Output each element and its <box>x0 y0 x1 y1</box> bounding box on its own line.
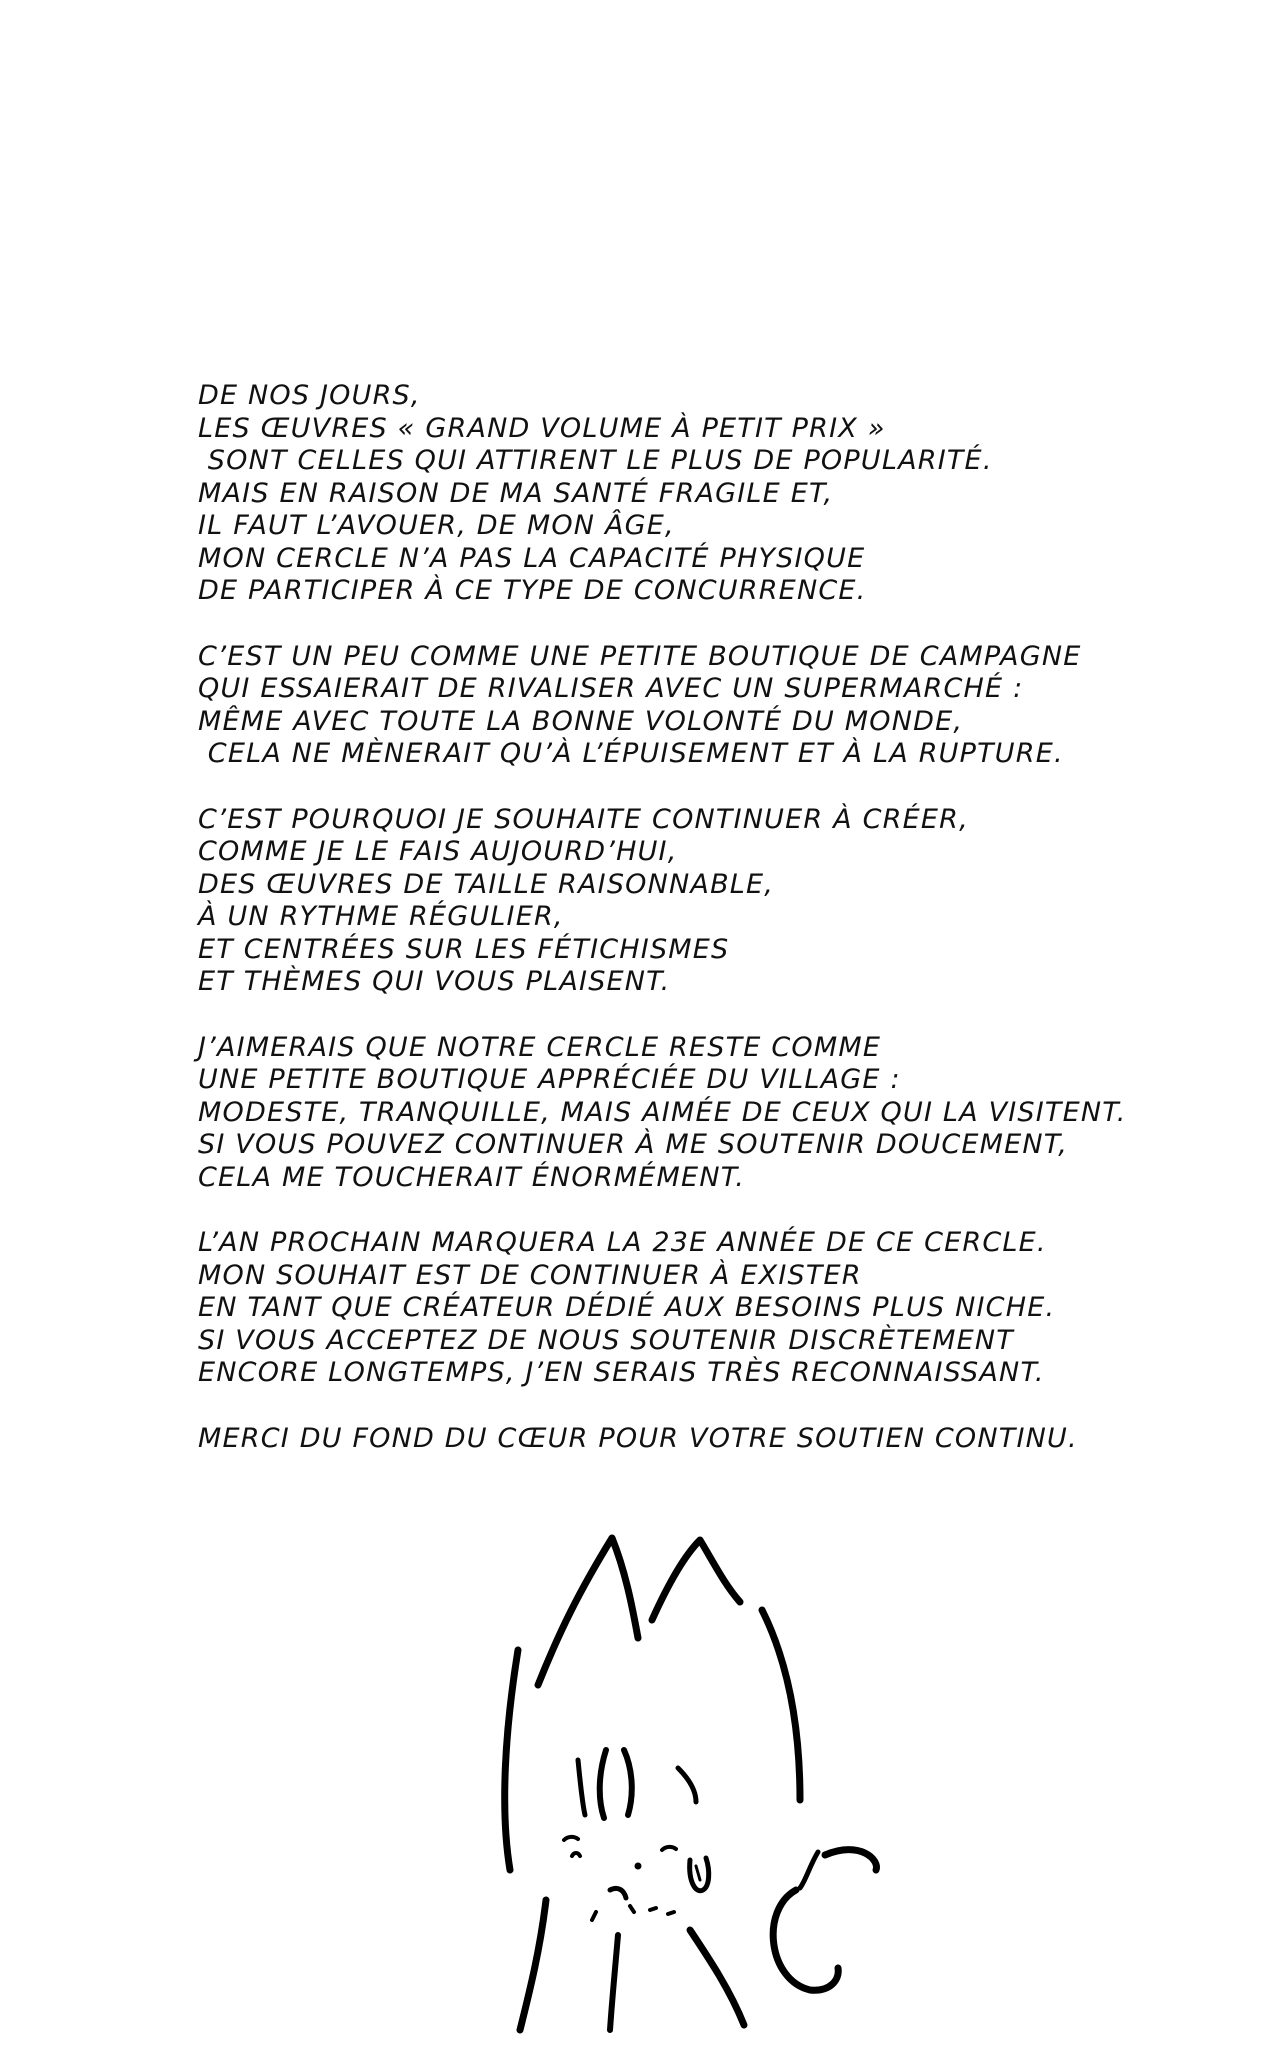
letter-line: UNE PETITE BOUTIQUE APPRÉCIÉE DU VILLAGE : <box>198 1064 901 1095</box>
letter-line: CELA ME TOUCHERAIT ÉNORMÉMENT. <box>198 1161 745 1193</box>
letter-line: IL FAUT L’AVOUER, DE MON ÂGE, <box>198 510 675 541</box>
paragraph-6 <box>198 1423 1198 1456</box>
letter-line: LES ŒUVRES « GRAND VOLUME À PETIT PRIX » <box>198 412 886 444</box>
letter-line: CELA NE MÈNERAIT QU’À L’ÉPUISEMENT ET À LA RUPTURE. <box>198 738 1064 769</box>
letter-line: MON CERCLE N’A PAS LA CAPACITÉ PHYSIQUE <box>198 542 866 574</box>
letter-line: C’EST POURQUOI JE SOUHAITE CONTINUER À CRÉER, <box>198 803 969 835</box>
letter-line: ET THÈMES QUI VOUS PLAISENT. <box>198 966 671 997</box>
letter-line: MAIS EN RAISON DE MA SANTÉ FRAGILE ET, <box>198 477 834 509</box>
paragraph-2 <box>198 641 1198 771</box>
afterword-letter <box>198 380 1198 1488</box>
letter-line: DE PARTICIPER À CE TYPE DE CONCURRENCE. <box>198 575 867 606</box>
letter-line: L’AN PROCHAIN MARQUERA LA 23E ANNÉE DE CE CERCLE. <box>198 1227 1047 1258</box>
letter-line: SONT CELLES QUI ATTIRENT LE PLUS DE POPULARITÉ. <box>198 445 993 476</box>
letter-line: MERCI DU FOND DU CŒUR POUR VOTRE SOUTIEN CONTINU. <box>198 1422 1078 1454</box>
letter-line: QUI ESSAIERAIT DE RIVALISER AVEC UN SUPERMARCHÉ : <box>198 673 1024 704</box>
letter-line: SI VOUS POUVEZ CONTINUER À ME SOUTENIR DOUCEMENT, <box>198 1129 1069 1160</box>
letter-line: SI VOUS ACCEPTEZ DE NOUS SOUTENIR DISCRÈTEMENT <box>198 1324 1014 1356</box>
cat-eared-girl-sketch-icon <box>500 1510 920 2040</box>
letter-line: DE NOS JOURS, <box>198 380 421 411</box>
paragraph-5 <box>198 1227 1198 1390</box>
letter-line: DES ŒUVRES DE TAILLE RAISONNABLE, <box>198 868 775 900</box>
letter-line: ENCORE LONGTEMPS, J’EN SERAIS TRÈS RECONNAISSANT. <box>198 1357 1045 1388</box>
letter-line: J’AIMERAIS QUE NOTRE CERCLE RESTE COMME <box>198 1031 882 1063</box>
letter-line: À UN RYTHME RÉGULIER, <box>198 901 564 932</box>
letter-line: COMME JE LE FAIS AUJOURD’HUI, <box>198 836 678 867</box>
letter-line: MODESTE, TRANQUILLE, MAIS AIMÉE DE CEUX QUI LA VISITENT. <box>198 1096 1127 1128</box>
letter-line: MÊME AVEC TOUTE LA BONNE VOLONTÉ DU MONDE, <box>198 705 964 737</box>
letter-line: EN TANT QUE CRÉATEUR DÉDIÉ AUX BESOINS PLUS NICHE. <box>198 1292 1056 1323</box>
paragraph-3 <box>198 804 1198 999</box>
letter-line: MON SOUHAIT EST DE CONTINUER À EXISTER <box>198 1259 862 1291</box>
letter-line: C’EST UN PEU COMME UNE PETITE BOUTIQUE DE CAMPAGNE <box>198 640 1082 672</box>
paragraph-1 <box>198 380 1198 608</box>
letter-line: ET CENTRÉES SUR LES FÉTICHISMES <box>198 933 730 965</box>
paragraph-4 <box>198 1032 1198 1195</box>
